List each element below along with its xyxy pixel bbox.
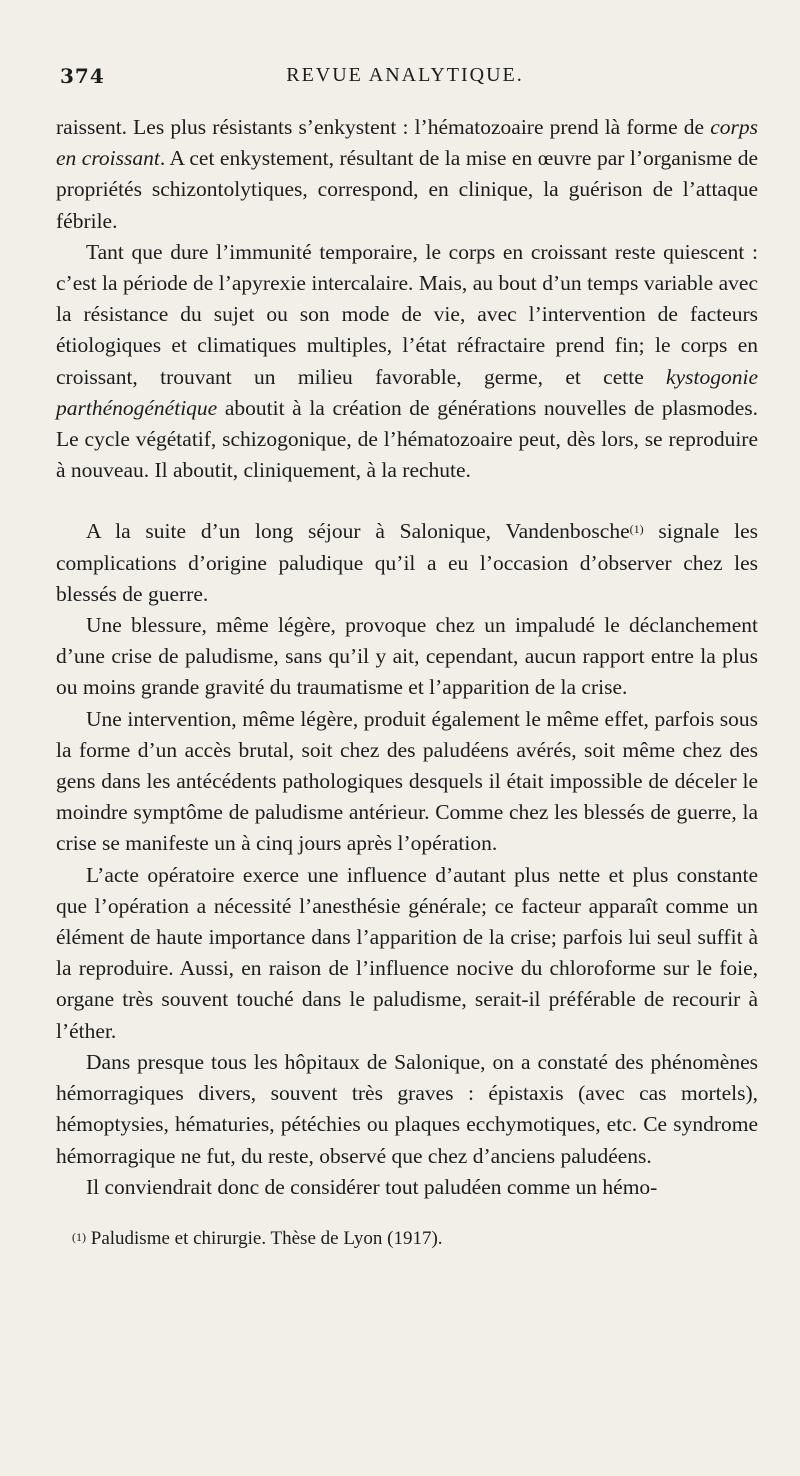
paragraph-1: raissent. Les plus résistants s’enkystent : l’hématozoaire prend là forme de corps en croissant. A cet enkystement, résultant de la mise en œuvre par l’organisme de propriétés schizontolytiques, correspond, en clinique, la guérison de l’attaque fébrile.	[56, 115, 758, 233]
italic-term: kystogonie parthénogénétique	[56, 364, 758, 420]
italic-term: corps en croissant	[56, 115, 758, 171]
footnote-text: Paludisme et chirurgie. Thèse de Lyon (1917).	[86, 1227, 443, 1249]
paragraph-3: A la suite d’un long séjour à Salonique, Vandenbosche$^{(1)}$ signale les complications d’origine paludique qu’il a eu l’occasion d’observer chez les blessés de guerre.	[56, 519, 758, 606]
page-header	[60, 64, 750, 98]
running-title: REVUE ANALYTIQUE.	[286, 64, 524, 86]
footnote	[56, 1225, 758, 1253]
paragraph-6: L’acte opératoire exerce une influence d’autant plus nette et plus constante que l’opération a nécessité l’anesthésie générale; ce facteur apparaît comme un élément de haute importance dans l’apparition de la crise; parfois lui seul suffit à la reproduire. Aussi, en raison de l’influence nocive du chloroforme sur le foie, organe très souvent touché dans le paludisme, serait-il préférable de recourir à l’éther.	[56, 862, 758, 1043]
paragraph-5: Une intervention, même légère, produit également le même effet, parfois sous la forme d’un accès brutal, soit chez des paludéens avérés, soit même chez des gens dans les antécédents pathologiques desquels il était impossible de déceler le moindre symptôme de paludisme antérieur. Comme chez les blessés de guerre, la crise se manifeste un à cinq jours après l’opération.	[56, 706, 758, 856]
paragraph-8: Il conviendrait donc de considérer tout paludéen comme un hémo-	[86, 1174, 658, 1199]
page-number: 374	[60, 64, 105, 88]
footnote-ref: (1)	[629, 522, 644, 537]
paragraph-4: Une blessure, même légère, provoque chez un impaludé le déclanchement d’une crise de paludisme, sans qu’il y ait, cependant, aucun rapport entre la plus ou moins grande gravité du traumatisme et l’apparition de la crise.	[56, 613, 758, 700]
footnote-mark: (1)	[72, 1229, 86, 1244]
paragraph-7: Dans presque tous les hôpitaux de Salonique, on a constaté des phénomènes hémorragiques divers, souvent très graves : épistaxis (avec cas mortels), hémoptysies, hématuries, pétéchies ou plaques ecchymotiques, etc. Ce syndrome hémorragique ne fut, du reste, observé que chez d’anciens paludéens.	[56, 1049, 758, 1168]
paragraph-2: Tant que dure l’immunité temporaire, le corps en croissant reste quiescent : c’est la période de l’apyrexie intercalaire. Mais, au bout d’un temps variable avec la résistance du sujet ou son mode de vie, avec l’intervention de facteurs étiologiques et climatiques multiples, l’état réfractaire prend fin; le corps en croissant, trouvant un milieu favorable, germe, et cette kystogonie parthénogénétique aboutit à la création de générations nouvelles de plasmodes. Le cycle végétatif, schizogonique, de l’hématozoaire peut, dès lors, se reproduire à nouveau. Il aboutit, cliniquement, à la rechute.	[56, 239, 758, 483]
page-body	[56, 112, 758, 1253]
